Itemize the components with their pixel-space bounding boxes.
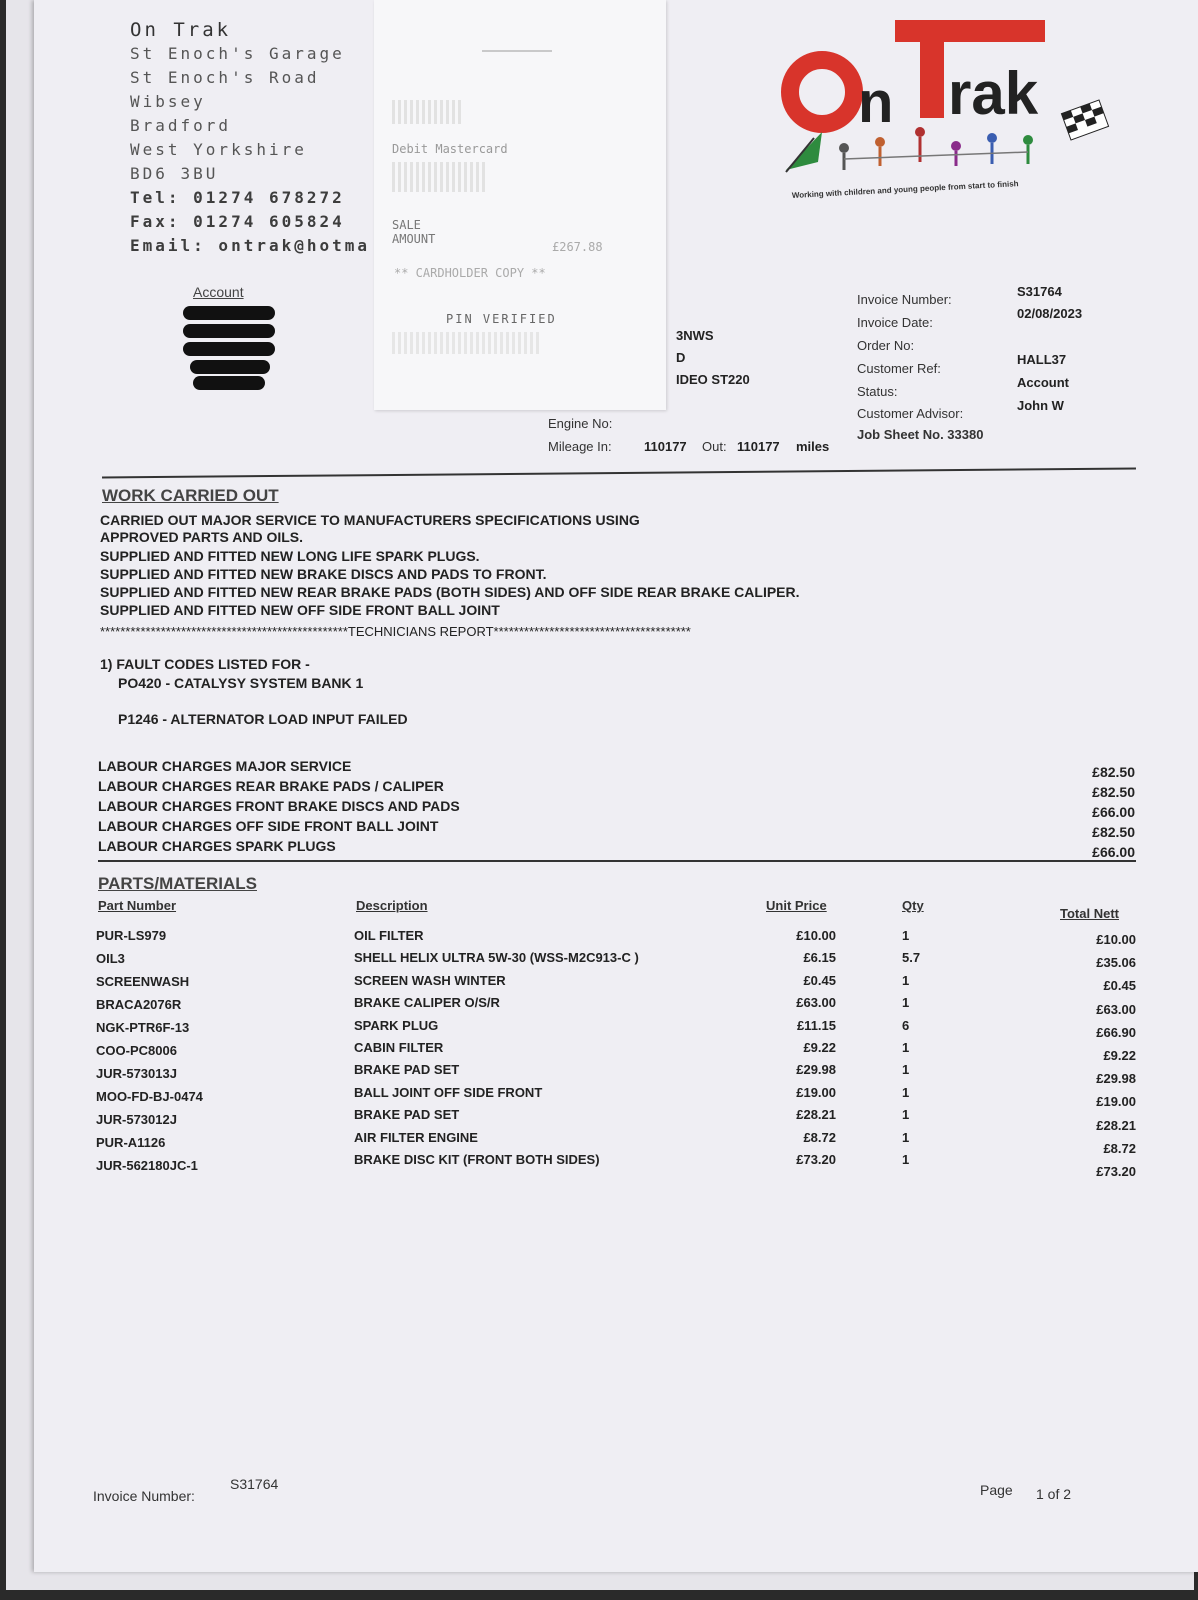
qty-cell: 1 bbox=[902, 1152, 910, 1167]
fault-code: PO420 - CATALYSY SYSTEM BANK 1 bbox=[118, 675, 364, 691]
qty-cell: 1 bbox=[902, 972, 910, 988]
receipt-faded-text bbox=[392, 100, 462, 124]
part-number-cell: OIL3 bbox=[96, 951, 125, 966]
vehicle-model: D bbox=[676, 350, 686, 365]
total-nett-cell: £19.00 bbox=[1096, 1094, 1136, 1110]
receipt-faded-text bbox=[392, 162, 487, 192]
col-total-nett: Total Nett bbox=[1060, 906, 1119, 921]
mileage-out: 110177 bbox=[737, 439, 780, 454]
part-number-cell: BRACA2076R bbox=[96, 997, 182, 1012]
part-number-cell: SCREENWASH bbox=[96, 974, 190, 989]
description-cell: BRAKE DISC KIT (FRONT BOTH SIDES) bbox=[354, 1152, 600, 1167]
job-sheet-number: Job Sheet No. 33380 bbox=[857, 427, 984, 442]
total-nett-cell: £66.90 bbox=[1096, 1024, 1136, 1040]
unit-price-cell: £9.22 bbox=[803, 1040, 836, 1055]
company-fax: Fax: 01274 605824 bbox=[130, 212, 345, 231]
company-address bbox=[130, 18, 370, 258]
unit-price-cell: £8.72 bbox=[803, 1129, 836, 1145]
total-nett-cell: £29.98 bbox=[1096, 1071, 1136, 1087]
company-email: Email: ontrak@hotma bbox=[130, 236, 371, 255]
total-nett-cell: £9.22 bbox=[1103, 1048, 1136, 1063]
customer-ref-label: Customer Ref: bbox=[857, 361, 941, 376]
address-line: BD6 3BU bbox=[130, 164, 219, 183]
redaction-mark bbox=[190, 360, 270, 374]
technicians-report: *************************************************TECHNICIANS REPORT*************************************** bbox=[100, 624, 691, 639]
unit-price-cell: £0.45 bbox=[803, 972, 836, 988]
customer-advisor: John W bbox=[1017, 398, 1064, 413]
part-number-cell: JUR-573013J bbox=[96, 1066, 177, 1081]
labour-desc: LABOUR CHARGES REAR BRAKE PADS / CALIPER bbox=[98, 778, 444, 794]
ontrak-logo bbox=[780, 14, 1140, 214]
address-line: St Enoch's Road bbox=[130, 68, 320, 87]
total-nett-cell: £63.00 bbox=[1096, 1001, 1136, 1017]
work-line: APPROVED PARTS AND OILS. bbox=[100, 529, 304, 545]
labour-amount: £82.50 bbox=[1092, 824, 1135, 840]
address-line: Bradford bbox=[130, 116, 232, 135]
total-nett-cell: £35.06 bbox=[1096, 955, 1136, 971]
fault-code: P1246 - ALTERNATOR LOAD INPUT FAILED bbox=[118, 711, 408, 727]
labour-amount: £82.50 bbox=[1092, 764, 1135, 780]
receipt-pin: PIN VERIFIED bbox=[446, 312, 557, 326]
order-no-label: Order No: bbox=[857, 338, 915, 353]
redaction-mark bbox=[193, 376, 265, 390]
part-number-cell: PUR-LS979 bbox=[96, 928, 167, 943]
mileage-in-label: Mileage In: bbox=[548, 439, 612, 454]
unit-price-cell: £63.00 bbox=[796, 995, 836, 1011]
footer-invoice-label: Invoice Number: bbox=[93, 1488, 195, 1504]
company-name: On Trak bbox=[130, 19, 232, 41]
logo-rak: rak bbox=[948, 60, 1039, 127]
customer-advisor-label: Customer Advisor: bbox=[857, 406, 964, 421]
part-number-cell: PUR-A1126 bbox=[96, 1135, 166, 1150]
footer-invoice-number: S31764 bbox=[230, 1476, 279, 1492]
description-cell: BRAKE PAD SET bbox=[354, 1062, 460, 1078]
labour-amount: £82.50 bbox=[1092, 784, 1135, 800]
status-value: Account bbox=[1017, 375, 1069, 390]
unit-price-cell: £6.15 bbox=[803, 950, 836, 966]
invoice-date-label: Invoice Date: bbox=[857, 315, 933, 330]
labour-desc: LABOUR CHARGES FRONT BRAKE DISCS AND PADS bbox=[98, 798, 460, 814]
receipt-amount-label: AMOUNT bbox=[392, 232, 436, 246]
logo-o bbox=[790, 60, 854, 124]
part-number-cell: NGK-PTR6F-13 bbox=[96, 1020, 190, 1035]
parts-heading: PARTS/MATERIALS bbox=[98, 874, 257, 893]
description-cell: BALL JOINT OFF SIDE FRONT bbox=[354, 1084, 543, 1100]
description-cell: SCREEN WASH WINTER bbox=[354, 972, 506, 988]
work-line: SUPPLIED AND FITTED NEW REAR BRAKE PADS (BOTH SIDES) AND OFF SIDE REAR BRAKE CALIPER. bbox=[100, 584, 800, 600]
receipt-card-type: Debit Mastercard bbox=[392, 142, 508, 156]
address-line: Wibsey bbox=[130, 92, 206, 111]
total-nett-cell: £73.20 bbox=[1096, 1164, 1136, 1179]
work-heading: WORK CARRIED OUT bbox=[102, 486, 279, 505]
part-number-cell: COO-PC8006 bbox=[96, 1043, 177, 1058]
receipt-copy: ** CARDHOLDER COPY ** bbox=[394, 266, 546, 280]
receipt-faded-text bbox=[392, 332, 542, 354]
vehicle-variant: IDEO ST220 bbox=[676, 372, 750, 387]
part-number-cell: JUR-573012J bbox=[96, 1112, 177, 1127]
work-line: CARRIED OUT MAJOR SERVICE TO MANUFACTURERS SPECIFICATIONS USING bbox=[100, 512, 640, 528]
qty-cell: 1 bbox=[902, 1062, 910, 1078]
footer-page-value: 1 of 2 bbox=[1036, 1486, 1072, 1502]
invoice-number: S31764 bbox=[1017, 284, 1062, 299]
qty-cell: 1 bbox=[902, 1084, 910, 1100]
unit-price-cell: £28.21 bbox=[796, 1107, 836, 1123]
logo-n: n bbox=[858, 70, 894, 135]
engine-no-label: Engine No: bbox=[548, 416, 613, 431]
qty-cell: 5.7 bbox=[902, 950, 921, 966]
miles-unit: miles bbox=[796, 439, 830, 454]
description-cell: AIR FILTER ENGINE bbox=[354, 1129, 478, 1145]
labour-amount: £66.00 bbox=[1092, 804, 1135, 820]
unit-price-cell: £19.00 bbox=[796, 1084, 836, 1100]
invoice-date: 02/08/2023 bbox=[1017, 306, 1083, 321]
redaction-mark bbox=[183, 324, 275, 338]
status-label: Status: bbox=[857, 384, 898, 399]
receipt-header-smudge bbox=[482, 50, 552, 80]
description-cell: CABIN FILTER bbox=[354, 1040, 444, 1055]
customer-ref: HALL37 bbox=[1017, 352, 1067, 367]
labour-desc: LABOUR CHARGES MAJOR SERVICE bbox=[98, 758, 352, 774]
card-receipt bbox=[374, 0, 666, 410]
description-cell: SHELL HELIX ULTRA 5W-30 (WSS-M2C913-C ) bbox=[354, 950, 639, 966]
part-number-cell: MOO-FD-BJ-0474 bbox=[96, 1089, 203, 1104]
labour-desc: LABOUR CHARGES OFF SIDE FRONT BALL JOINT bbox=[98, 818, 439, 834]
qty-cell: 1 bbox=[902, 1040, 910, 1055]
unit-price-cell: £10.00 bbox=[796, 928, 836, 943]
qty-cell: 1 bbox=[902, 995, 910, 1011]
part-number-cell: JUR-562180JC-1 bbox=[96, 1158, 198, 1173]
unit-price-cell: £73.20 bbox=[796, 1152, 836, 1167]
qty-cell: 1 bbox=[902, 1107, 910, 1123]
mileage-out-label: Out: bbox=[702, 439, 727, 454]
mileage-in: 110177 bbox=[644, 439, 687, 454]
labour-divider bbox=[98, 860, 1136, 862]
work-line: SUPPLIED AND FITTED NEW LONG LIFE SPARK PLUGS. bbox=[100, 548, 480, 564]
redaction-mark bbox=[183, 342, 275, 356]
fault-codes-title: 1) FAULT CODES LISTED FOR - bbox=[100, 656, 310, 672]
unit-price-cell: £29.98 bbox=[796, 1062, 836, 1078]
description-cell: SPARK PLUG bbox=[354, 1017, 439, 1033]
qty-cell: 1 bbox=[902, 928, 910, 943]
qty-cell: 1 bbox=[902, 1129, 910, 1145]
unit-price-cell: £11.15 bbox=[796, 1017, 836, 1033]
logo-t-stem bbox=[920, 38, 944, 118]
receipt-sale: SALE bbox=[392, 218, 421, 232]
total-nett-cell: £28.21 bbox=[1096, 1117, 1136, 1133]
col-description: Description bbox=[356, 898, 428, 913]
labour-amount: £66.00 bbox=[1092, 844, 1135, 860]
qty-cell: 6 bbox=[902, 1017, 910, 1033]
address-line: West Yorkshire bbox=[130, 140, 307, 159]
total-nett-cell: £0.45 bbox=[1103, 978, 1136, 994]
checkered-flag-icon bbox=[1061, 100, 1108, 140]
logo-tagline: Working with children and young people from start to finish bbox=[791, 179, 1019, 200]
logo-t-bar bbox=[895, 20, 1045, 42]
description-cell: BRAKE PAD SET bbox=[354, 1107, 460, 1123]
total-nett-cell: £8.72 bbox=[1103, 1140, 1136, 1156]
description-cell: OIL FILTER bbox=[354, 928, 424, 943]
work-line: SUPPLIED AND FITTED NEW BRAKE DISCS AND PADS TO FRONT. bbox=[100, 566, 547, 582]
receipt-amount: £267.88 bbox=[552, 240, 603, 254]
invoice-number-label: Invoice Number: bbox=[857, 292, 952, 307]
vehicle-make: 3NWS bbox=[676, 328, 714, 343]
total-nett-cell: £10.00 bbox=[1096, 932, 1136, 947]
account-label: Account bbox=[193, 284, 244, 300]
description-cell: BRAKE CALIPER O/S/R bbox=[354, 995, 500, 1011]
work-line: SUPPLIED AND FITTED NEW OFF SIDE FRONT BALL JOINT bbox=[100, 602, 500, 618]
col-part-number: Part Number bbox=[98, 898, 177, 913]
footer-page-label: Page bbox=[980, 1482, 1013, 1498]
redaction-mark bbox=[183, 306, 275, 320]
labour-desc: LABOUR CHARGES SPARK PLUGS bbox=[98, 838, 336, 854]
col-unit-price: Unit Price bbox=[766, 898, 827, 913]
address-line: St Enoch's Garage bbox=[130, 44, 345, 63]
col-qty: Qty bbox=[902, 898, 924, 913]
company-tel: Tel: 01274 678272 bbox=[130, 188, 345, 207]
